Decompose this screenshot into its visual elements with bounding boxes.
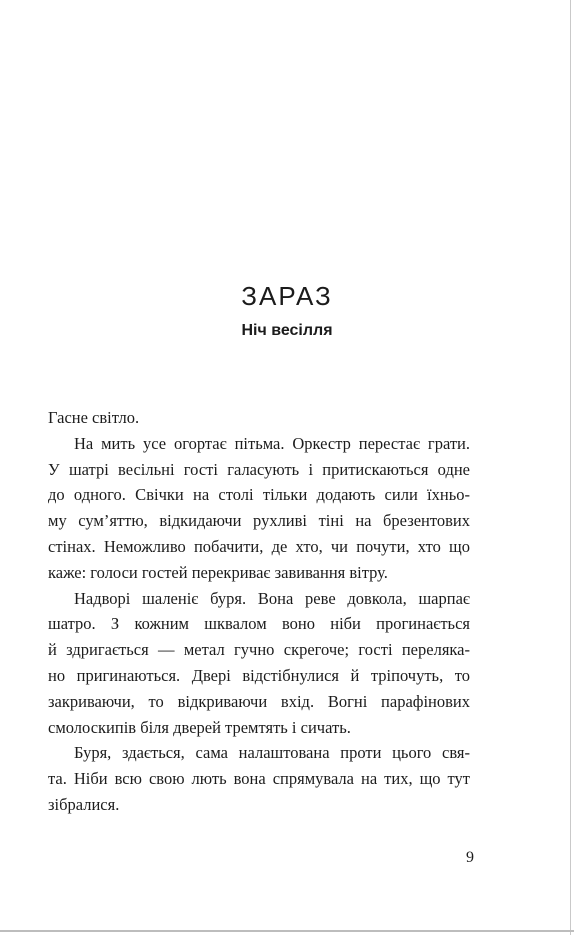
- text-line: смолоскипів біля дверей тремтять і сичать.: [48, 717, 351, 737]
- text-line: й здригається — метал гучно скрегоче; гості переляка-: [48, 640, 470, 660]
- text-line: стінах. Неможливо побачити, де хто, чи почути, хто що: [48, 536, 470, 556]
- text-line: каже: голоси гостей перекриває завивання вітру.: [48, 562, 388, 582]
- paragraph: [48, 740, 470, 817]
- page-edge-right: [570, 0, 571, 935]
- text-line: до одного. Свічки на столі тільки додають сили їхньо-: [48, 485, 470, 505]
- paragraph: [48, 405, 470, 431]
- paragraph: [48, 431, 470, 586]
- text-line: На мить усе огортає пітьма. Оркестр перестає грати.: [74, 433, 470, 453]
- chapter-subtitle: Ніч весілля: [241, 322, 333, 339]
- text-line: та. Ніби всю свою лють вона спрямувала на тих, що тут: [48, 769, 470, 789]
- text-line: Гасне світло.: [48, 408, 140, 427]
- text-line: шатро. З кожним шквалом воно ніби прогинається: [48, 614, 470, 634]
- text-line: У шатрі весільні гості галасують і притискаються одне: [48, 459, 470, 479]
- text-line: но пригинаються. Двері відстібнулися й тріпочуть, то: [48, 665, 470, 685]
- text-line: зібралися.: [48, 794, 120, 814]
- page-edge-bottom: [0, 930, 574, 932]
- text-line: закриваючи, то відкриваючи вхід. Вогні парафінових: [48, 691, 470, 711]
- body-text: [48, 405, 470, 818]
- text-line: Буря, здається, сама налаштована проти цього свя-: [74, 743, 470, 763]
- paragraph: [48, 586, 470, 741]
- text-line: му сум’яттю, відкидаючи рухливі тіні на брезентових: [48, 511, 470, 531]
- chapter-title: ЗАРАЗ: [241, 281, 333, 311]
- page-number: 9: [466, 849, 474, 866]
- text-line: Надворі шаленіє буря. Вона реве довкола, шарпає: [74, 588, 470, 608]
